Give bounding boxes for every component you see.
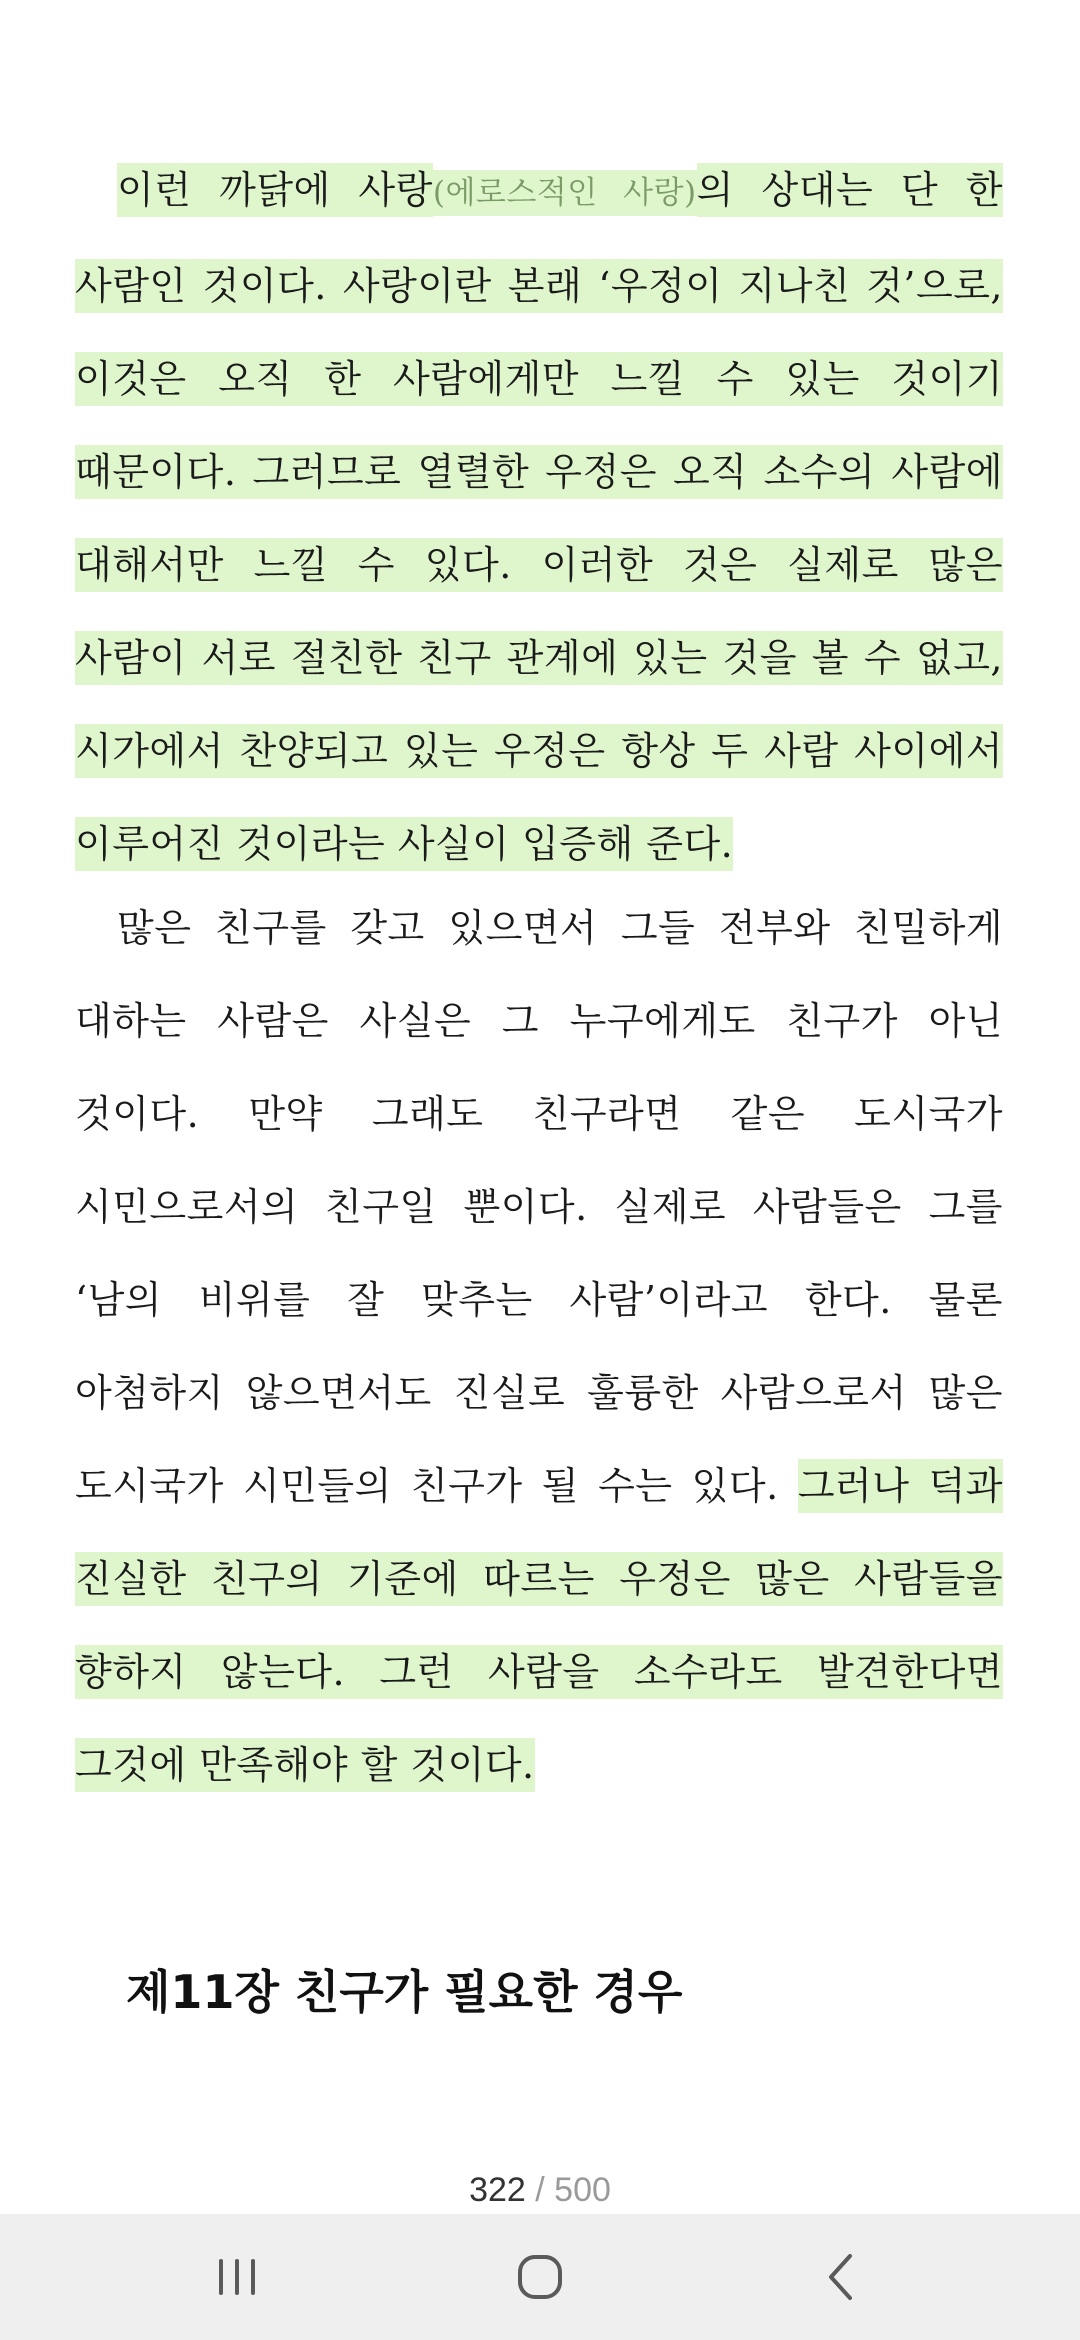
current-page-number: 322 <box>469 2171 526 2209</box>
navigation-bar <box>0 2214 1080 2340</box>
body-text: 많은 친구를 갖고 있으면서 그들 전부와 친밀하게 대하는 사람은 사실은 그 누구에게도 친구가 아닌 것이다. 만약 그래도 친구라면 같은 도시국가 시민으로서의 친구일 뿐이다. 실제로 사람들은 그를 ‘남의 비위를 잘 맞추는 사람’이라고 한다. 물론 아첨하지 않으면서도 진실로 훌륭한 사람으로서 많은 도시국가 시민들의 친구가 될 수는 있다. <box>75 906 1003 1508</box>
paragraph <box>75 144 1003 891</box>
chapter-title: 제11장 친구가 필요한 경우 <box>126 1965 683 2019</box>
highlighted-text[interactable]: 그것에 만족해야 할 것이다. <box>75 1738 535 1792</box>
page-indicator <box>0 2168 1080 2212</box>
highlighted-text[interactable]: 의 상대는 단 한 사람인 것이다. 사랑이란 본래 ‘우정이 지나친 것’으로, 이것은 오직 한 사람에게만 느낄 수 있는 것이기 때문이다. 그러므로 열렬한 우정은 오직 소수의 사람에 대해서만 느낄 수 있다. 이러한 것은 실제로 많은 사람이 서로 절친한 친구 관계에 있는 것을 볼 수 없고, 시가에서 찬양되고 있는 우정은 항상 두 사람 사이에서 이루어진 것이라는 사실이 입증해 준다. <box>75 163 1003 871</box>
paragraph <box>75 882 1003 1812</box>
total-pages: 500 <box>554 2171 611 2209</box>
home-button[interactable] <box>500 2237 580 2317</box>
page-separator: / <box>535 2171 545 2209</box>
back-icon <box>801 2237 881 2317</box>
highlighted-text[interactable]: 그러나 덕과 진실한 친구의 기준에 따르는 우정은 많은 사람들을 향하지 않는다. 그런 사람을 소수라도 발견한다면 <box>75 1459 1003 1699</box>
annotation-note[interactable]: (에로스적인 사랑) <box>433 170 697 216</box>
back-button[interactable] <box>801 2237 881 2317</box>
recent-apps-button[interactable] <box>197 2237 277 2317</box>
highlighted-text[interactable]: 이런 까닭에 사랑 <box>117 163 433 217</box>
home-icon <box>500 2237 580 2317</box>
recent-apps-icon <box>197 2237 277 2317</box>
